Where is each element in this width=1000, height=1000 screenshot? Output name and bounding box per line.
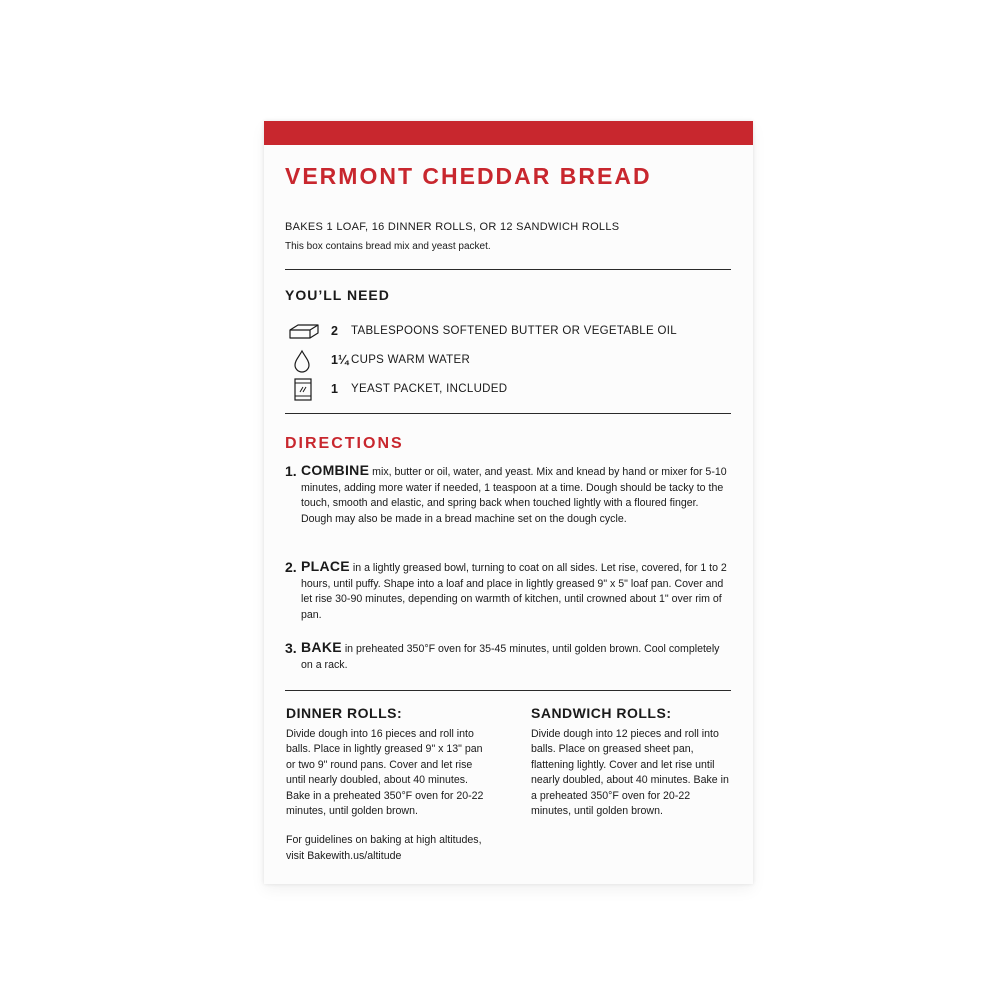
product-title: VERMONT CHEDDAR BREAD <box>285 163 652 189</box>
youll-need-heading: YOU’LL NEED <box>285 287 390 303</box>
ingredient-water <box>285 349 731 373</box>
step-number: 1. <box>285 463 297 479</box>
ingredient-butter <box>285 320 731 344</box>
dinner-rolls-section <box>286 705 496 864</box>
ingredient-yeast <box>285 378 731 402</box>
butter-stick-icon <box>289 320 319 344</box>
divider <box>285 690 731 691</box>
step-keyword: COMBINE <box>301 462 370 478</box>
step-body <box>301 640 729 673</box>
yeast-packet-icon <box>289 378 319 402</box>
ingredient-qty: 1 <box>331 382 338 396</box>
step-number: 2. <box>285 559 297 575</box>
ingredient-text: YEAST PACKET, INCLUDED <box>351 383 508 395</box>
red-top-band <box>264 121 753 145</box>
divider <box>285 269 731 270</box>
step-body <box>301 559 729 623</box>
sandwich-rolls-text: Divide dough into 12 pieces and roll into balls. Place on greased sheet pan, flattening lightly. Cover and let rise until nearly doubled, about 40 minutes. Bake in a preheated 350°F oven for 20-22 minutes, until golden brown. <box>531 728 729 818</box>
ingredient-qty: 2 <box>331 324 338 338</box>
step-text: in a lightly greased bowl, turning to coat on all sides. Let rise, covered, for 1 to 2 hours, until puffy. Shape into a loaf and place in lightly greased 9" x 5" loaf pan. Cover and let rise 30-90 minutes, depending on warmth of kitchen, until crowned about 1" over rim of pan. <box>301 562 727 621</box>
step-number: 3. <box>285 640 297 656</box>
ingredient-text: CUPS WARM WATER <box>351 354 471 366</box>
step-text: in preheated 350°F oven for 35-45 minutes, until golden brown. Cool completely on a rack. <box>301 643 720 671</box>
water-drop-icon <box>289 349 319 373</box>
altitude-note: For guidelines on baking at high altitudes, visit Bakewith.us/altitude <box>286 834 482 862</box>
directions-heading: DIRECTIONS <box>285 435 404 452</box>
step-text: mix, butter or oil, water, and yeast. Mix and knead by hand or mixer for 5-10 minutes, adding more water if needed, 1 teaspoon at a time. Dough should be tacky to the touch, smooth and elastic, and spring back when touched lightly with a floured finger. Dough may also be made in a bread machine set on the dough cycle. <box>301 466 727 525</box>
step-keyword: BAKE <box>301 639 342 655</box>
sandwich-rolls-heading: SANDWICH ROLLS: <box>531 705 672 721</box>
contents-note: This box contains bread mix and yeast packet. <box>285 241 491 252</box>
dinner-rolls-text: Divide dough into 16 pieces and roll into balls. Place in lightly greased 9" x 13" pan or two 9" round pans. Cover and let rise until nearly doubled, about 40 minutes. Bake in a preheated 350°F oven for 20-22 minutes, until golden brown. <box>286 728 484 818</box>
ingredient-qty: 1¼ <box>331 353 349 367</box>
dinner-rolls-heading: DINNER ROLLS: <box>286 705 403 721</box>
recipe-box-back-panel <box>264 121 753 884</box>
sandwich-rolls-section <box>531 705 741 819</box>
ingredient-text: TABLESPOONS SOFTENED BUTTER OR VEGETABLE OIL <box>351 325 677 337</box>
divider <box>285 413 731 414</box>
step-body <box>301 463 729 527</box>
yield-subtitle: BAKES 1 LOAF, 16 DINNER ROLLS, OR 12 SANDWICH ROLLS <box>285 221 620 233</box>
step-keyword: PLACE <box>301 558 350 574</box>
